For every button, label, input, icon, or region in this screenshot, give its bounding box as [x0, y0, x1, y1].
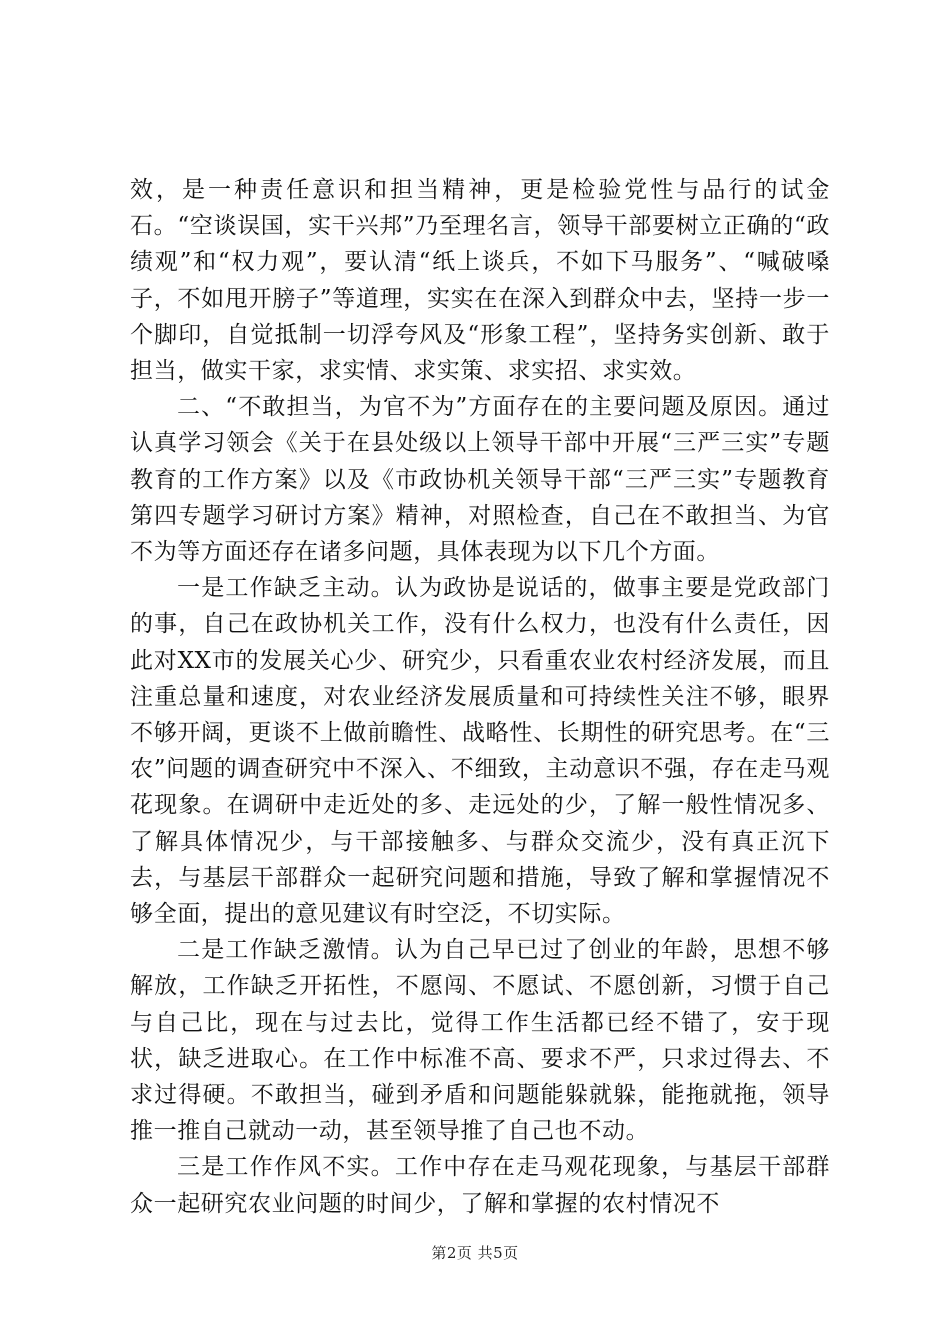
paragraph-point-two: 二是工作缺乏激情。认为自己早已过了创业的年龄，思想不够解放，工作缺乏开拓性，不愿闯、不愿试、不愿创新，习惯于自己与自己比，现在与过去比，觉得工作生活都已经不错了，安于现状，缺乏进取心。在工作中标准不高、要求不严，只求过得去、不求过得硬。不敢担当，碰到矛盾和问题能躲就躲，能拖就拖，领导推一推自己就动一动，甚至领导推了自己也不动。: [130, 937, 830, 1145]
paragraph-point-one: 一是工作缺乏主动。认为政协是说话的，做事主要是党政部门的事，自己在政协机关工作，没有什么权力，也没有什么责任，因此对XX市的发展关心少、研究少，只看重农业农村经济发展，而且注重总量和速度，对农业经济发展质量和可持续性关注不够，眼界不够开阔，更谈不上做前瞻性、战略性、长期性的研究思考。在“三农”问题的调查研究中不深入、不细致，主动意识不强，存在走马观花现象。在调研中走近处的多、走远处的少，了解一般性情况多、了解具体情况少，与干部接触多、与群众交流少，没有真正沉下去，与基层干部群众一起研究问题和措施，导致了解和掌握情况不够全面，提出的意见建议有时空泛，不切实际。: [130, 575, 830, 928]
paragraph-continuation: 效，是一种责任意识和担当精神，更是检验党性与品行的试金石。“空谈误国，实干兴邦”乃至理名言，领导干部要树立正确的“政绩观”和“权力观”，要认清“纸上谈兵，不如下马服务”、“喊破嗓子，不如甩开膀子”等道理，实实在在深入到群众中去，坚持一步一个脚印，自觉抵制一切浮夸风及“形象工程”，坚持务实创新、敢于担当，做实干家，求实情、求实策、求实招、求实效。: [130, 177, 830, 385]
paragraph-point-three: 三是工作作风不实。工作中存在走马观花现象，与基层干部群众一起研究农业问题的时间少，了解和掌握的农村情况不: [130, 1154, 830, 1217]
document-body: [130, 172, 830, 1222]
page-number-footer: 第2页 共5页: [431, 1244, 519, 1262]
paragraph-section-two-heading: 二、“不敢担当，为官不为”方面存在的主要问题及原因。通过认真学习领会《关于在县处级以上领导干部中开展“三严三实”专题教育的工作方案》以及《市政协机关领导干部“三严三实”专题教育第四专题学习研讨方案》精神，对照检查，自己在不敢担当、为官不为等方面还存在诸多问题，具体表现为以下几个方面。: [130, 394, 830, 566]
